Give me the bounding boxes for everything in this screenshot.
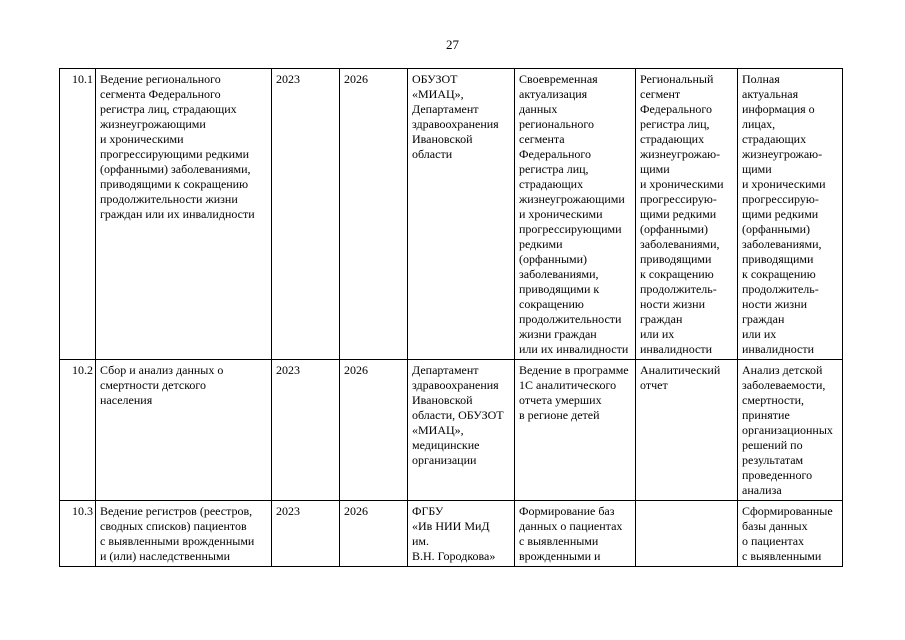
outcome-description-line: щими редкими <box>742 207 819 221</box>
outcome-description-line: информация о <box>742 102 815 116</box>
expected-result-line: жизнеугрожаю- <box>640 147 721 161</box>
table-row <box>60 501 843 567</box>
measure-description-line: жизни граждан <box>519 327 597 341</box>
responsible-party-line: В.Н. Городкова» <box>412 549 496 563</box>
expected-result-line: регистра лиц, <box>640 117 710 131</box>
outcome-description-line: решений по <box>742 438 803 452</box>
responsible-party-cell <box>408 501 515 567</box>
responsible-party-line: медицинские <box>412 438 480 452</box>
responsible-party-line: ФГБУ <box>412 504 444 518</box>
outcome-description-line: или их <box>742 327 777 341</box>
outcome-description-cell <box>738 360 843 501</box>
measure-description-line: Федерального <box>519 147 592 161</box>
activity-title-line: Ведение регионального <box>100 72 221 86</box>
measure-description-line: данных о пациентах <box>519 519 623 533</box>
expected-result-line: Региональный <box>640 72 714 86</box>
expected-result-line: заболеваниями, <box>640 237 720 251</box>
expected-result-line: прогрессирую- <box>640 192 717 206</box>
outcome-description-line: лицах, <box>742 117 776 131</box>
responsible-party-line: здравоохранения <box>412 378 499 392</box>
outcome-description-cell <box>738 69 843 360</box>
activity-title-line: Сбор и анализ данных о <box>100 363 224 377</box>
expected-result-line: отчет <box>640 378 668 392</box>
activity-title-line: продолжительности жизни <box>100 192 238 206</box>
measure-description-line: Ведение в программе <box>519 363 629 377</box>
responsible-party-line: области <box>412 147 453 161</box>
page-number: 27 <box>446 37 459 52</box>
expected-result-line: сегмент <box>640 87 681 101</box>
activity-title-line: с выявленными врожденными <box>100 534 255 548</box>
outcome-description-line: Полная <box>742 72 780 86</box>
outcome-description-line: щими <box>742 162 772 176</box>
measure-description-line: с выявленными <box>519 534 599 548</box>
measure-description-line: данных <box>519 102 558 116</box>
responsible-party-line: ОБУЗОТ <box>412 72 458 86</box>
expected-result-line: (орфанными) <box>640 222 709 236</box>
measure-description-line: актуализация <box>519 87 588 101</box>
expected-result-line: щими редкими <box>640 207 717 221</box>
expected-result-line: щими <box>640 162 670 176</box>
activity-title-line: смертности детского <box>100 378 207 392</box>
responsible-party-line: здравоохранения <box>412 117 499 131</box>
outcome-description-line: инвалидности <box>742 342 815 356</box>
responsible-party-line: «МИАЦ», <box>412 87 464 101</box>
expected-result-line: инвалидности <box>640 342 713 356</box>
activity-title-line: (орфанными) заболеваниями, <box>100 162 251 176</box>
expected-result-line: Аналитический <box>640 363 721 377</box>
activity-title-line: населения <box>100 393 153 407</box>
measure-description-line: врожденными и <box>519 549 601 563</box>
table-row <box>60 69 843 360</box>
measure-description-line: жизнеугрожающими <box>519 192 625 206</box>
activity-title-cell <box>96 69 272 360</box>
activity-title-line: сегмента Федерального <box>100 87 221 101</box>
expected-result-line: ности жизни <box>640 297 706 311</box>
outcome-description-line: смертности, <box>742 393 805 407</box>
expected-result-line: или их <box>640 327 675 341</box>
outcome-description-line: Анализ детской <box>742 363 823 377</box>
measure-description-cell <box>515 360 636 501</box>
outcome-description-line: продолжитель- <box>742 282 819 296</box>
responsible-party-line: Ивановской <box>412 132 473 146</box>
outcome-description-line: с выявленными <box>742 549 822 563</box>
measure-description-line: или их инвалидности <box>519 342 629 356</box>
end-year-cell: 2026 <box>340 360 408 501</box>
outcome-description-cell <box>738 501 843 567</box>
expected-result-line: приводящими <box>640 252 712 266</box>
activity-title-line: и (или) наследственными <box>100 549 230 563</box>
responsible-party-line: Ивановской <box>412 393 473 407</box>
outcome-description-line: Сформированные <box>742 504 833 518</box>
expected-result-line: страдающих <box>640 132 705 146</box>
expected-result-line: к сокращению <box>640 267 714 281</box>
expected-result-line: и хроническими <box>640 177 724 191</box>
start-year-cell: 2023 <box>272 501 340 567</box>
measure-description-line: регионального <box>519 117 595 131</box>
expected-result-line: Федерального <box>640 102 713 116</box>
responsible-party-line: «МИАЦ», <box>412 423 464 437</box>
responsible-party-line: Департамент <box>412 102 479 116</box>
measure-description-line: приводящими к <box>519 282 600 296</box>
responsible-party-cell <box>408 69 515 360</box>
measure-description-line: прогрессирующими <box>519 222 622 236</box>
responsible-party-line: Департамент <box>412 363 479 377</box>
measure-description-line: и хроническими <box>519 207 603 221</box>
activity-title-line: граждан или их инвалидности <box>100 207 255 221</box>
outcome-description-line: анализа <box>742 483 782 497</box>
measure-description-line: сегмента <box>519 132 565 146</box>
measure-description-line: 1С аналитического <box>519 378 617 392</box>
outcome-description-line: ности жизни <box>742 297 808 311</box>
outcome-description-line: результатам <box>742 453 804 467</box>
end-year-cell: 2026 <box>340 501 408 567</box>
measure-description-line: в регионе детей <box>519 408 600 422</box>
outcome-description-line: к сокращению <box>742 267 816 281</box>
outcome-description-line: принятие <box>742 408 790 422</box>
row-number-cell: 10.3 <box>60 501 96 567</box>
expected-result-cell <box>636 360 738 501</box>
measure-description-line: страдающих <box>519 177 584 191</box>
activity-title-line: прогрессирующими редкими <box>100 147 250 161</box>
activity-title-line: Ведение регистров (реестров, <box>100 504 253 518</box>
outcome-description-line: жизнеугрожаю- <box>742 147 823 161</box>
activity-title-cell <box>96 501 272 567</box>
row-number-cell: 10.2 <box>60 360 96 501</box>
measure-description-cell <box>515 69 636 360</box>
outcome-description-line: граждан <box>742 312 785 326</box>
measure-description-cell <box>515 501 636 567</box>
measure-description-line: сокращению <box>519 297 584 311</box>
measure-description-line: редкими <box>519 237 563 251</box>
outcome-description-line: актуальная <box>742 87 799 101</box>
outcome-description-line: страдающих <box>742 132 807 146</box>
responsible-party-line: им. <box>412 534 430 548</box>
responsible-party-line: области, ОБУЗОТ <box>412 408 504 422</box>
measure-description-line: заболеваниями, <box>519 267 599 281</box>
activity-title-line: регистра лиц, страдающих <box>100 102 237 116</box>
outcome-description-line: (орфанными) <box>742 222 811 236</box>
responsible-party-line: «Ив НИИ МиД <box>412 519 490 533</box>
start-year-cell: 2023 <box>272 69 340 360</box>
activity-title-cell <box>96 360 272 501</box>
expected-result-cell <box>636 501 738 567</box>
responsible-party-cell <box>408 360 515 501</box>
outcome-description-line: о пациентах <box>742 534 805 548</box>
start-year-cell: 2023 <box>272 360 340 501</box>
outcome-description-line: заболеваемости, <box>742 378 826 392</box>
measure-description-line: (орфанными) <box>519 252 588 266</box>
expected-result-cell <box>636 69 738 360</box>
activity-title-line: сводных списков) пациентов <box>100 519 247 533</box>
outcome-description-line: проведенного <box>742 468 813 482</box>
activity-title-line: и хроническими <box>100 132 184 146</box>
outcome-description-line: и хроническими <box>742 177 826 191</box>
outcome-description-line: прогрессирую- <box>742 192 819 206</box>
activity-title-line: жизнеугрожающими <box>100 117 206 131</box>
outcome-description-line: приводящими <box>742 252 814 266</box>
outcome-description-line: организационных <box>742 423 833 437</box>
activity-title-line: приводящими к сокращению <box>100 177 249 191</box>
measure-description-line: Формирование баз <box>519 504 615 518</box>
expected-result-line: продолжитель- <box>640 282 717 296</box>
measure-description-line: отчета умерших <box>519 393 602 407</box>
expected-result-line: граждан <box>640 312 683 326</box>
outcome-description-line: базы данных <box>742 519 808 533</box>
end-year-cell: 2026 <box>340 69 408 360</box>
responsible-party-line: организации <box>412 453 477 467</box>
outcome-description-line: заболеваниями, <box>742 237 822 251</box>
measure-description-line: Своевременная <box>519 72 598 86</box>
measure-description-line: регистра лиц, <box>519 162 589 176</box>
measure-description-line: продолжительности <box>519 312 622 326</box>
table-row <box>60 360 843 501</box>
activities-table <box>59 68 843 567</box>
row-number-cell: 10.1 <box>60 69 96 360</box>
